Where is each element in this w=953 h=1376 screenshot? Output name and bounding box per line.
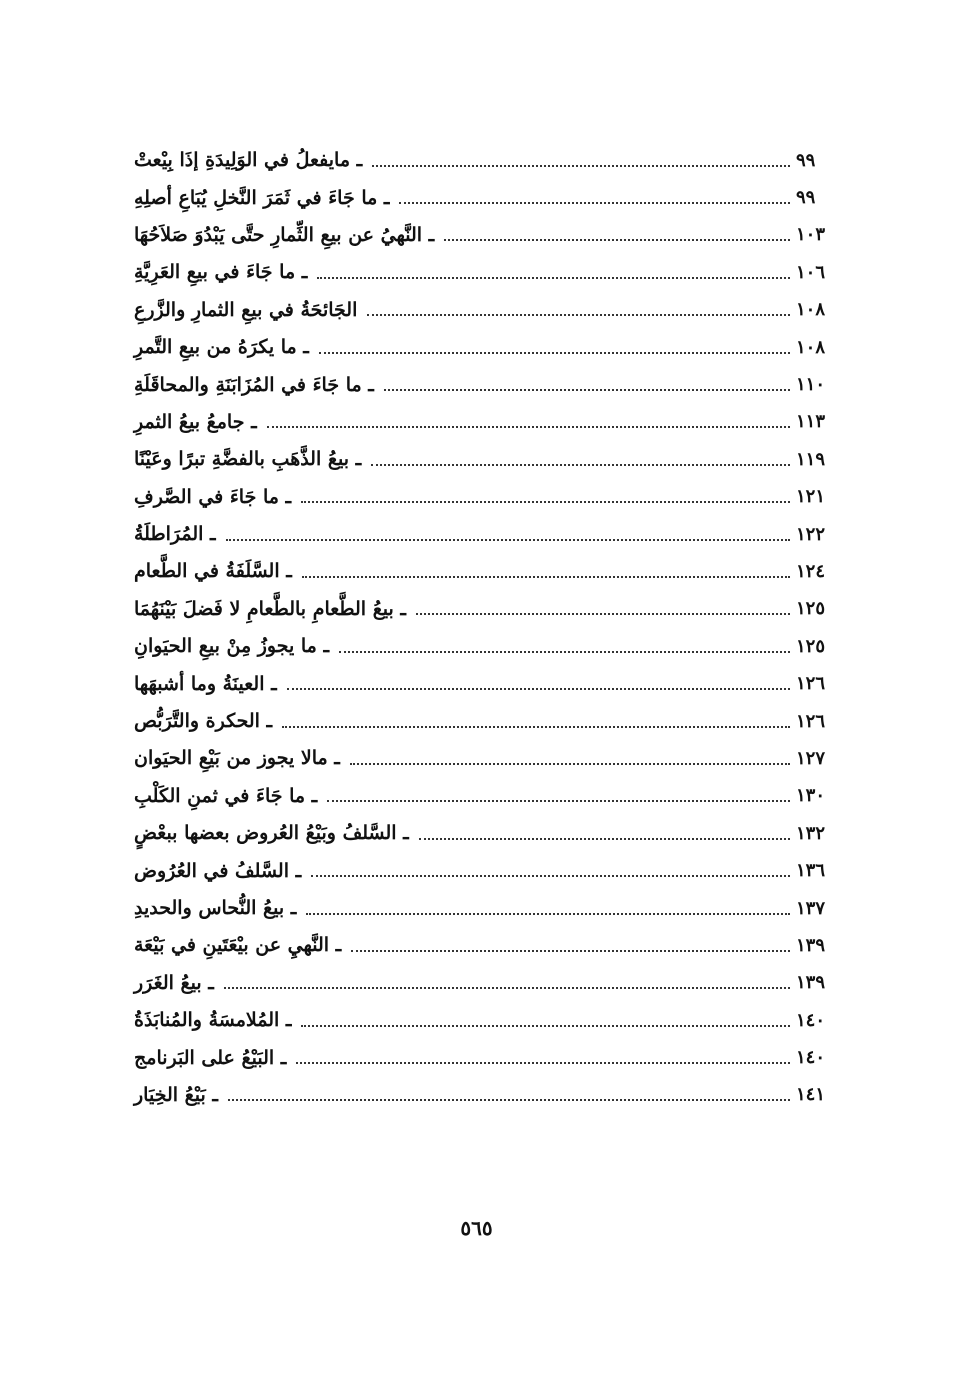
toc-row: [134, 852, 836, 889]
toc-entry-page: ١٤٠: [796, 1047, 826, 1069]
toc-entry-page: ٩٩: [796, 149, 816, 171]
toc-entry-page: ١٣٢: [796, 822, 826, 844]
toc-row: [134, 329, 836, 366]
toc-entry-title: ـ ما جَاءَ في ثَمَرَ النَّخلِ يُبَاعِ أصلِهِ: [134, 186, 390, 209]
toc-entry-page: ١٠٦: [796, 261, 826, 283]
toc-entry-page: ١١٩: [796, 448, 826, 470]
toc-entry-page: ١٤٠: [796, 1009, 826, 1031]
toc-entry-page: ١١٣: [796, 411, 826, 433]
toc-entry-title: ـ ما جَاءَ في بيعِ العَرِيَّةِ: [134, 261, 308, 284]
toc-entry-title: ـ السَّلَفَةُ في الطَّعام: [134, 560, 292, 583]
toc-entry-page: ١٢١: [796, 486, 826, 508]
toc-row: [134, 1039, 836, 1076]
dot-leader: [317, 277, 790, 279]
dot-leader: [367, 314, 790, 316]
toc-entry-page: ١٣٠: [796, 785, 826, 807]
toc-entry-page: ١٢٥: [796, 635, 826, 657]
toc-entry-page: ١٢٦: [796, 673, 826, 695]
page-number: ٥٦٥: [460, 1216, 493, 1240]
toc-entry-title: ـ الحكرة والتَّرَبُّص: [134, 710, 273, 733]
toc-entry-page: ١٢٧: [796, 747, 826, 769]
toc-entry-title: ـ المُلامسَةُ والمُنابَذَةُ: [134, 1009, 292, 1032]
dot-leader: [282, 726, 790, 728]
dot-leader: [301, 1025, 790, 1027]
toc-entry-page: ١١٠: [796, 374, 826, 396]
toc-row: [134, 441, 836, 478]
toc-entry-title: ـ السَّلفُ وبَيْعُ العُروض بعضها ببعْضٍ: [134, 822, 409, 845]
toc-row: [134, 778, 836, 815]
toc-row: [134, 179, 836, 216]
dot-leader: [444, 239, 790, 241]
toc-entry-title: ـ بيعُ الغَرَر: [134, 971, 214, 994]
toc-entry-title: ـ بيعُ الذَّهَبِ بالفضَّةِ تبرًا وعَيْنًا: [134, 448, 362, 471]
table-of-contents: [134, 142, 836, 1114]
toc-entry-page: ١٣٧: [796, 897, 826, 919]
toc-row: [134, 591, 836, 628]
toc-row: [134, 815, 836, 852]
dot-leader: [296, 1062, 790, 1064]
toc-entry-page: ١٣٩: [796, 972, 826, 994]
dot-leader: [306, 913, 790, 915]
toc-row: [134, 927, 836, 964]
dot-leader: [224, 987, 790, 989]
toc-entry-title: ـ ما جَاءَ في المُزَابَنَةِ والمحاقَلَةِ: [134, 373, 374, 396]
dot-leader: [287, 688, 790, 690]
toc-row: [134, 965, 836, 1002]
toc-entry-title: ـ بَيْعُ الخِيَار: [134, 1083, 218, 1106]
toc-entry-title: ـ ما يكرَهُ من بيعِ التَّمرِ: [134, 336, 309, 359]
toc-entry-page: ٩٩: [796, 187, 816, 209]
toc-entry-title: ـ جامعُ بيعُ الثمرِ: [134, 410, 257, 433]
toc-entry-title: ـ النَّهيِ عن بيْعَتَينِ في بَيْعَة: [134, 934, 342, 957]
toc-entry-title: ـ ما يجوزُ مِنْ بيعِ الحيَوانِ: [134, 635, 330, 658]
toc-entry-page: ١٢٢: [796, 523, 826, 545]
toc-row: [134, 516, 836, 553]
toc-entry-page: ١٤١: [796, 1084, 826, 1106]
toc-entry-page: ١٢٤: [796, 560, 826, 582]
toc-entry-title: ـ السَّلفُ في العُرُوض: [134, 859, 302, 882]
dot-leader: [350, 763, 790, 765]
toc-entry-title: ـ ما جَاءَ في الصَّرفِ: [134, 485, 292, 508]
dot-leader: [311, 875, 790, 877]
toc-row: [134, 292, 836, 329]
toc-row: [134, 217, 836, 254]
toc-row: [134, 1002, 836, 1039]
toc-entry-title: ـ ما جَاءَ في ثمنِ الكَلْبِ: [134, 784, 318, 807]
toc-entry-page: ١٠٨: [796, 336, 826, 358]
toc-entry-page: ١٣٦: [796, 860, 826, 882]
toc-row: [134, 404, 836, 441]
toc-row: [134, 142, 836, 179]
toc-entry-title: ـ العينَةُ وما أشبهَها: [134, 672, 277, 695]
toc-entry-title: ـ المُرَاطلَةُ: [134, 523, 216, 546]
dot-leader: [228, 1099, 790, 1101]
dot-leader: [327, 800, 790, 802]
dot-leader: [372, 165, 790, 167]
dot-leader: [351, 950, 790, 952]
toc-row: [134, 254, 836, 291]
toc-entry-title: ـ مالا يجوز من بَيْعِ الحيَوان: [134, 747, 340, 770]
toc-entry-title: ـ البَيْعُ على البَرنامج: [134, 1046, 287, 1069]
toc-row: [134, 665, 836, 702]
toc-entry-title: ـ مايفعلُ في الوَلِيدَةِ إذَا بِيْعتْ: [134, 149, 363, 172]
toc-row: [134, 479, 836, 516]
toc-row: [134, 890, 836, 927]
dot-leader: [301, 501, 790, 503]
dot-leader: [419, 838, 790, 840]
toc-entry-page: ١٠٨: [796, 299, 826, 321]
toc-entry-title: ـ بيعُ النُّحاس والحديدِ: [134, 897, 297, 919]
toc-row: [134, 366, 836, 403]
dot-leader: [384, 389, 790, 391]
dot-leader: [399, 202, 790, 204]
toc-row: [134, 628, 836, 665]
toc-entry-page: ١٢٥: [796, 598, 826, 620]
toc-row: [134, 553, 836, 590]
toc-entry-page: ١٣٩: [796, 934, 826, 956]
toc-entry-title: الجَائحَةُ في بيعِ الثمارِ والزَّرعِ: [134, 298, 358, 321]
toc-entry-title: ـ بيعُ الطَّعامِ بالطَّعامِ لا فَضلَ بَيْنَهُمَا: [134, 597, 407, 620]
toc-entry-page: ١٢٦: [796, 710, 826, 732]
dot-leader: [416, 613, 790, 615]
toc-entry-title: ـ النَّهيُ عن بيعِ الثِّمارِ حتَّى يَبْدُوَ صَلاَحُهَا: [134, 223, 435, 246]
toc-row: [134, 703, 836, 740]
dot-leader: [319, 352, 790, 354]
toc-row: [134, 740, 836, 777]
dot-leader: [339, 651, 790, 653]
toc-entry-page: ١٠٣: [796, 224, 826, 246]
dot-leader: [226, 539, 790, 541]
dot-leader: [302, 576, 790, 578]
dot-leader: [267, 426, 790, 428]
dot-leader: [371, 464, 790, 466]
toc-row: [134, 1077, 836, 1114]
